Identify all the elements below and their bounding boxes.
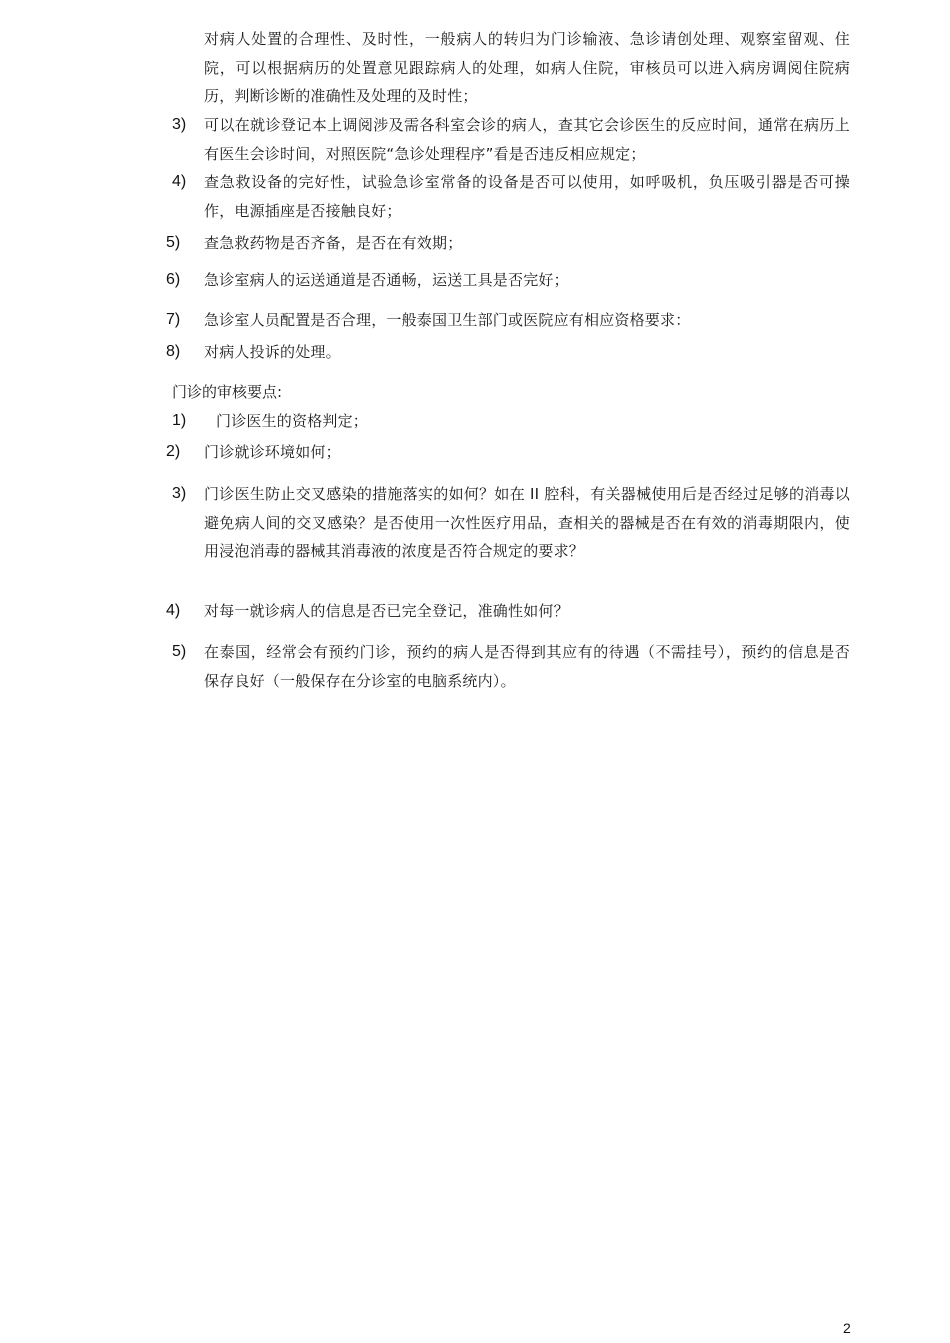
- list-number: 2): [166, 443, 181, 460]
- list-number: 3): [172, 485, 187, 502]
- list-item: 可以在就诊登记本上调阅涉及需各科室会诊的病人，查其它会诊医生的反应时间，通常在病历上有医生会诊时间，对照医院“急诊处理程序”看是否违反相应规定；: [204, 116, 850, 163]
- list-item: 在泰国，经常会有预约门诊，预约的病人是否得到其应有的待遇（不需挂号），预约的信息是否保存良好（一般保存在分诊室的电脑系统内）。: [204, 643, 850, 690]
- list-number: 3): [172, 116, 187, 133]
- list-number: 8): [166, 343, 181, 360]
- list-item: 急诊室人员配置是否合理，一般泰国卫生部门或医院应有相应资格要求：: [204, 311, 691, 329]
- list-number: 5): [166, 234, 181, 251]
- list-item: 查急救设备的完好性，试验急诊室常备的设备是否可以使用，如呼吸机，负压吸引器是否可操作，电源插座是否接触良好；: [204, 173, 850, 220]
- list-item: 急诊室病人的运送通道是否通畅，运送工具是否完好；: [204, 271, 569, 289]
- continuation-paragraph: 对病人处置的合理性、及时性，一般病人的转归为门诊输液、急诊请创处理、观察室留观、住院，可以根据病历的处置意见跟踪病人的处理，如病人住院，审核员可以进入病房调阅住院病历，判断诊断的准确性及处理的及时性；: [204, 30, 850, 105]
- list-number: 7): [166, 311, 181, 328]
- list-number: 4): [172, 173, 187, 190]
- list-number: 5): [172, 643, 187, 660]
- list-item: 门诊医生的资格判定；: [216, 412, 369, 430]
- list-number: 1): [172, 412, 187, 429]
- list-item: 门诊医生防止交叉感染的措施落实的如何？如在 II 腔科，有关器械使用后是否经过足够的消毒以避免病人间的交叉感染？是否使用一次性医疗用品，查相关的器械是否在有效的消毒期限内，使用浸泡消毒的器械其消毒液的浓度是否符合规定的要求？: [204, 485, 850, 560]
- list-number: 4): [166, 602, 181, 619]
- list-item: 对每一就诊病人的信息是否已完全登记，准确性如何？: [204, 602, 569, 620]
- page-number: 2: [843, 1320, 851, 1336]
- list-item: 门诊就诊环境如何；: [204, 443, 341, 461]
- list-item: 查急救药物是否齐备，是否在有效期；: [204, 234, 463, 252]
- list-number: 6): [166, 271, 181, 288]
- list-item: 对病人投诉的处理。: [204, 343, 341, 361]
- section-heading: 门诊的审核要点:: [172, 383, 283, 401]
